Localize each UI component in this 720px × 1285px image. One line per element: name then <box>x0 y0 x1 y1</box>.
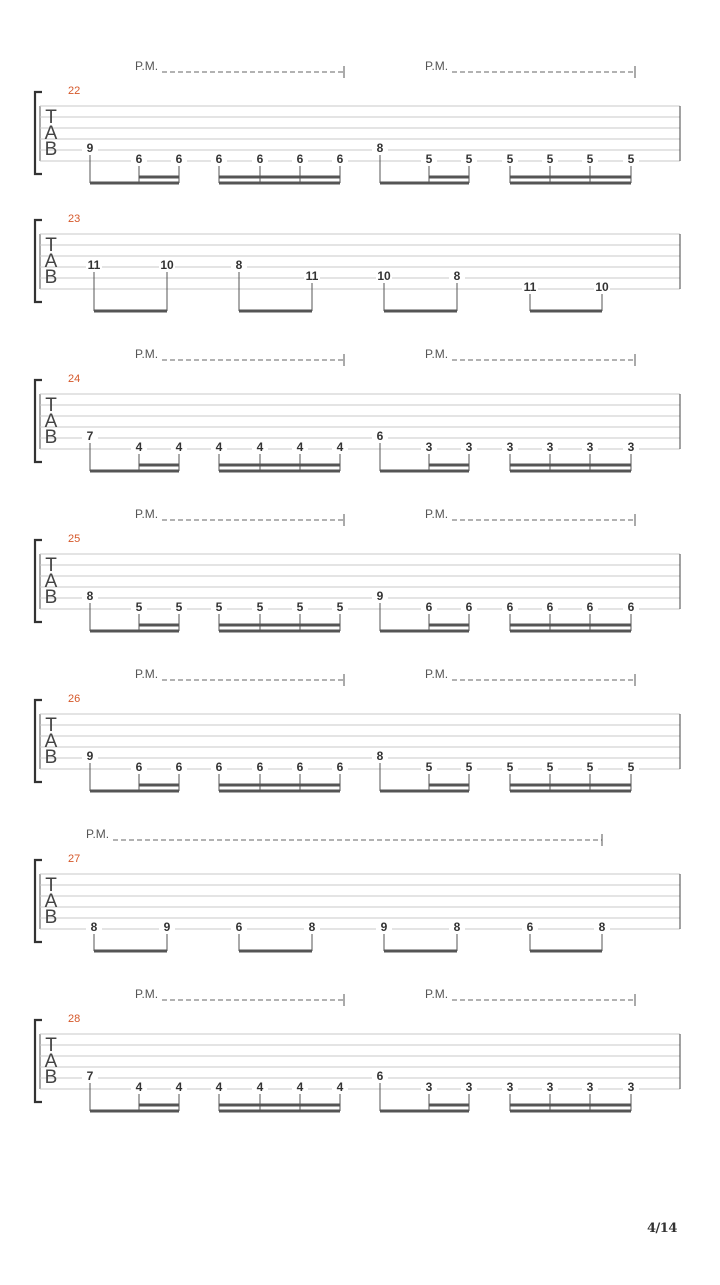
fret-number: 10 <box>160 258 174 272</box>
fret-number: 3 <box>586 440 594 454</box>
beam <box>239 950 312 953</box>
fret-number: 10 <box>377 269 391 283</box>
fret-number: 6 <box>215 152 223 166</box>
system-bracket <box>35 540 42 622</box>
beam <box>94 950 167 953</box>
tab-clef-letter: B <box>44 1067 58 1088</box>
beam <box>510 1110 631 1113</box>
fret-number: 6 <box>296 152 304 166</box>
fret-number: 5 <box>586 152 594 166</box>
fret-number: 10 <box>595 280 609 294</box>
system-26 <box>35 667 680 793</box>
fret-number: 5 <box>425 152 433 166</box>
beam <box>90 182 179 185</box>
beam <box>90 1110 179 1113</box>
fret-number: 3 <box>627 1080 635 1094</box>
fret-number: 8 <box>90 920 98 934</box>
beam <box>429 176 469 179</box>
system-27 <box>35 827 680 953</box>
beam <box>219 790 340 793</box>
beam <box>429 624 469 627</box>
fret-number: 9 <box>86 141 94 155</box>
fret-number: 4 <box>175 440 183 454</box>
beam <box>510 176 631 179</box>
tab-clef-letter: B <box>44 587 58 608</box>
beam <box>90 470 179 473</box>
beam <box>510 470 631 473</box>
fret-number: 3 <box>546 1080 554 1094</box>
beam <box>139 1104 179 1107</box>
fret-number: 8 <box>376 749 384 763</box>
fret-number: 3 <box>425 440 433 454</box>
fret-number: 3 <box>586 1080 594 1094</box>
tab-clef-letter: A <box>44 411 58 432</box>
fret-number: 3 <box>627 440 635 454</box>
beam <box>510 630 631 633</box>
fret-number: 6 <box>215 760 223 774</box>
tab-clef-letter: A <box>44 251 58 272</box>
measure-number: 26 <box>68 693 81 705</box>
fret-number: 4 <box>336 1080 344 1094</box>
beam <box>139 624 179 627</box>
fret-number: 4 <box>296 1080 304 1094</box>
fret-number: 6 <box>627 600 635 614</box>
beam <box>139 784 179 787</box>
palm-mute-label: P.M. <box>135 347 159 361</box>
beam <box>429 784 469 787</box>
fret-number: 4 <box>215 440 223 454</box>
fret-number: 5 <box>425 760 433 774</box>
beam <box>219 176 340 179</box>
fret-number: 4 <box>256 1080 264 1094</box>
fret-number: 9 <box>86 749 94 763</box>
fret-number: 5 <box>506 760 514 774</box>
fret-number: 6 <box>175 760 183 774</box>
system-bracket <box>35 700 42 782</box>
fret-number: 8 <box>376 141 384 155</box>
fret-number: 5 <box>465 152 473 166</box>
fret-number: 6 <box>376 1069 384 1083</box>
fret-number: 4 <box>336 440 344 454</box>
tab-clef-letter: A <box>44 731 58 752</box>
tab-clef-letter: B <box>44 747 58 768</box>
system-bracket <box>35 220 42 302</box>
page-number: 4/14 <box>647 1221 677 1236</box>
fret-number: 6 <box>336 760 344 774</box>
system-23 <box>35 213 680 313</box>
fret-number: 5 <box>256 600 264 614</box>
fret-number: 11 <box>305 269 319 283</box>
palm-mute-label: P.M. <box>86 827 110 841</box>
beam <box>380 790 469 793</box>
fret-number: 8 <box>453 920 461 934</box>
beam <box>510 790 631 793</box>
beam <box>510 624 631 627</box>
system-bracket <box>35 1020 42 1102</box>
fret-number: 4 <box>296 440 304 454</box>
beam <box>510 784 631 787</box>
tab-clef-letter: A <box>44 891 58 912</box>
system-25 <box>35 507 680 633</box>
fret-number: 5 <box>546 760 554 774</box>
fret-number: 8 <box>235 258 243 272</box>
fret-number: 5 <box>627 152 635 166</box>
fret-number: 6 <box>526 920 534 934</box>
system-28 <box>35 987 680 1113</box>
fret-number: 6 <box>465 600 473 614</box>
fret-number: 3 <box>506 440 514 454</box>
measure-number: 23 <box>68 213 81 225</box>
tab-clef-letter: T <box>45 715 57 736</box>
fret-number: 8 <box>86 589 94 603</box>
fret-number: 6 <box>296 760 304 774</box>
system-22 <box>35 59 680 185</box>
beam <box>90 790 179 793</box>
fret-number: 6 <box>376 429 384 443</box>
tab-clef-letter: A <box>44 1051 58 1072</box>
palm-mute-label: P.M. <box>425 59 449 73</box>
fret-number: 5 <box>586 760 594 774</box>
tab-clef-letter: T <box>45 875 57 896</box>
fret-number: 7 <box>86 429 94 443</box>
measure-number: 27 <box>68 853 81 865</box>
fret-number: 8 <box>598 920 606 934</box>
fret-number: 6 <box>546 600 554 614</box>
beam <box>384 950 457 953</box>
fret-number: 6 <box>256 152 264 166</box>
beam <box>510 182 631 185</box>
beam <box>380 1110 469 1113</box>
fret-number: 3 <box>425 1080 433 1094</box>
tab-clef-letter: T <box>45 555 57 576</box>
palm-mute-label: P.M. <box>425 507 449 521</box>
system-24 <box>35 347 680 473</box>
beam <box>239 310 312 313</box>
fret-number: 3 <box>506 1080 514 1094</box>
palm-mute-label: P.M. <box>135 59 159 73</box>
fret-number: 5 <box>546 152 554 166</box>
fret-number: 6 <box>425 600 433 614</box>
palm-mute-label: P.M. <box>135 507 159 521</box>
fret-number: 5 <box>506 152 514 166</box>
system-bracket <box>35 380 42 462</box>
system-bracket <box>35 92 42 174</box>
beam <box>219 1104 340 1107</box>
fret-number: 9 <box>163 920 171 934</box>
beam <box>380 182 469 185</box>
beam <box>90 630 179 633</box>
fret-number: 4 <box>256 440 264 454</box>
beam <box>219 182 340 185</box>
beam <box>94 310 167 313</box>
fret-number: 6 <box>235 920 243 934</box>
beam <box>380 470 469 473</box>
fret-number: 9 <box>376 589 384 603</box>
fret-number: 4 <box>135 440 143 454</box>
beam <box>530 950 602 953</box>
tab-clef-letter: T <box>45 1035 57 1056</box>
tab-clef-letter: B <box>44 907 58 928</box>
measure-number: 25 <box>68 533 81 545</box>
beam <box>429 464 469 467</box>
fret-number: 3 <box>465 1080 473 1094</box>
fret-number: 8 <box>308 920 316 934</box>
fret-number: 6 <box>256 760 264 774</box>
beam <box>380 630 469 633</box>
fret-number: 11 <box>87 258 101 272</box>
beam <box>530 310 602 313</box>
tab-clef-letter: B <box>44 139 58 160</box>
fret-number: 6 <box>586 600 594 614</box>
measure-number: 22 <box>68 85 81 97</box>
beam <box>219 1110 340 1113</box>
tab-clef-letter: A <box>44 123 58 144</box>
fret-number: 6 <box>135 152 143 166</box>
beam <box>219 470 340 473</box>
palm-mute-label: P.M. <box>135 667 159 681</box>
tab-clef-letter: T <box>45 107 57 128</box>
fret-number: 3 <box>465 440 473 454</box>
fret-number: 5 <box>135 600 143 614</box>
fret-number: 5 <box>336 600 344 614</box>
palm-mute-label: P.M. <box>135 987 159 1001</box>
system-bracket <box>35 860 42 942</box>
fret-number: 3 <box>546 440 554 454</box>
tab-clef-letter: B <box>44 427 58 448</box>
beam <box>510 464 631 467</box>
fret-number: 8 <box>453 269 461 283</box>
fret-number: 6 <box>336 152 344 166</box>
fret-number: 6 <box>506 600 514 614</box>
tab-clef-letter: B <box>44 267 58 288</box>
measure-number: 24 <box>68 373 81 385</box>
palm-mute-label: P.M. <box>425 987 449 1001</box>
fret-number: 11 <box>523 280 537 294</box>
beam <box>219 624 340 627</box>
tab-clef-letter: A <box>44 571 58 592</box>
fret-number: 5 <box>215 600 223 614</box>
fret-number: 5 <box>627 760 635 774</box>
beam <box>219 784 340 787</box>
palm-mute-label: P.M. <box>425 667 449 681</box>
beam <box>429 1104 469 1107</box>
beam <box>139 464 179 467</box>
tab-clef-letter: T <box>45 235 57 256</box>
fret-number: 5 <box>296 600 304 614</box>
beam <box>139 176 179 179</box>
beam <box>219 464 340 467</box>
beam <box>510 1104 631 1107</box>
palm-mute-label: P.M. <box>425 347 449 361</box>
beam <box>384 310 457 313</box>
tab-clef-letter: T <box>45 395 57 416</box>
fret-number: 9 <box>380 920 388 934</box>
fret-number: 5 <box>175 600 183 614</box>
fret-number: 4 <box>215 1080 223 1094</box>
fret-number: 4 <box>135 1080 143 1094</box>
fret-number: 5 <box>465 760 473 774</box>
fret-number: 7 <box>86 1069 94 1083</box>
measure-number: 28 <box>68 1013 81 1025</box>
fret-number: 6 <box>175 152 183 166</box>
fret-number: 6 <box>135 760 143 774</box>
fret-number: 4 <box>175 1080 183 1094</box>
beam <box>219 630 340 633</box>
